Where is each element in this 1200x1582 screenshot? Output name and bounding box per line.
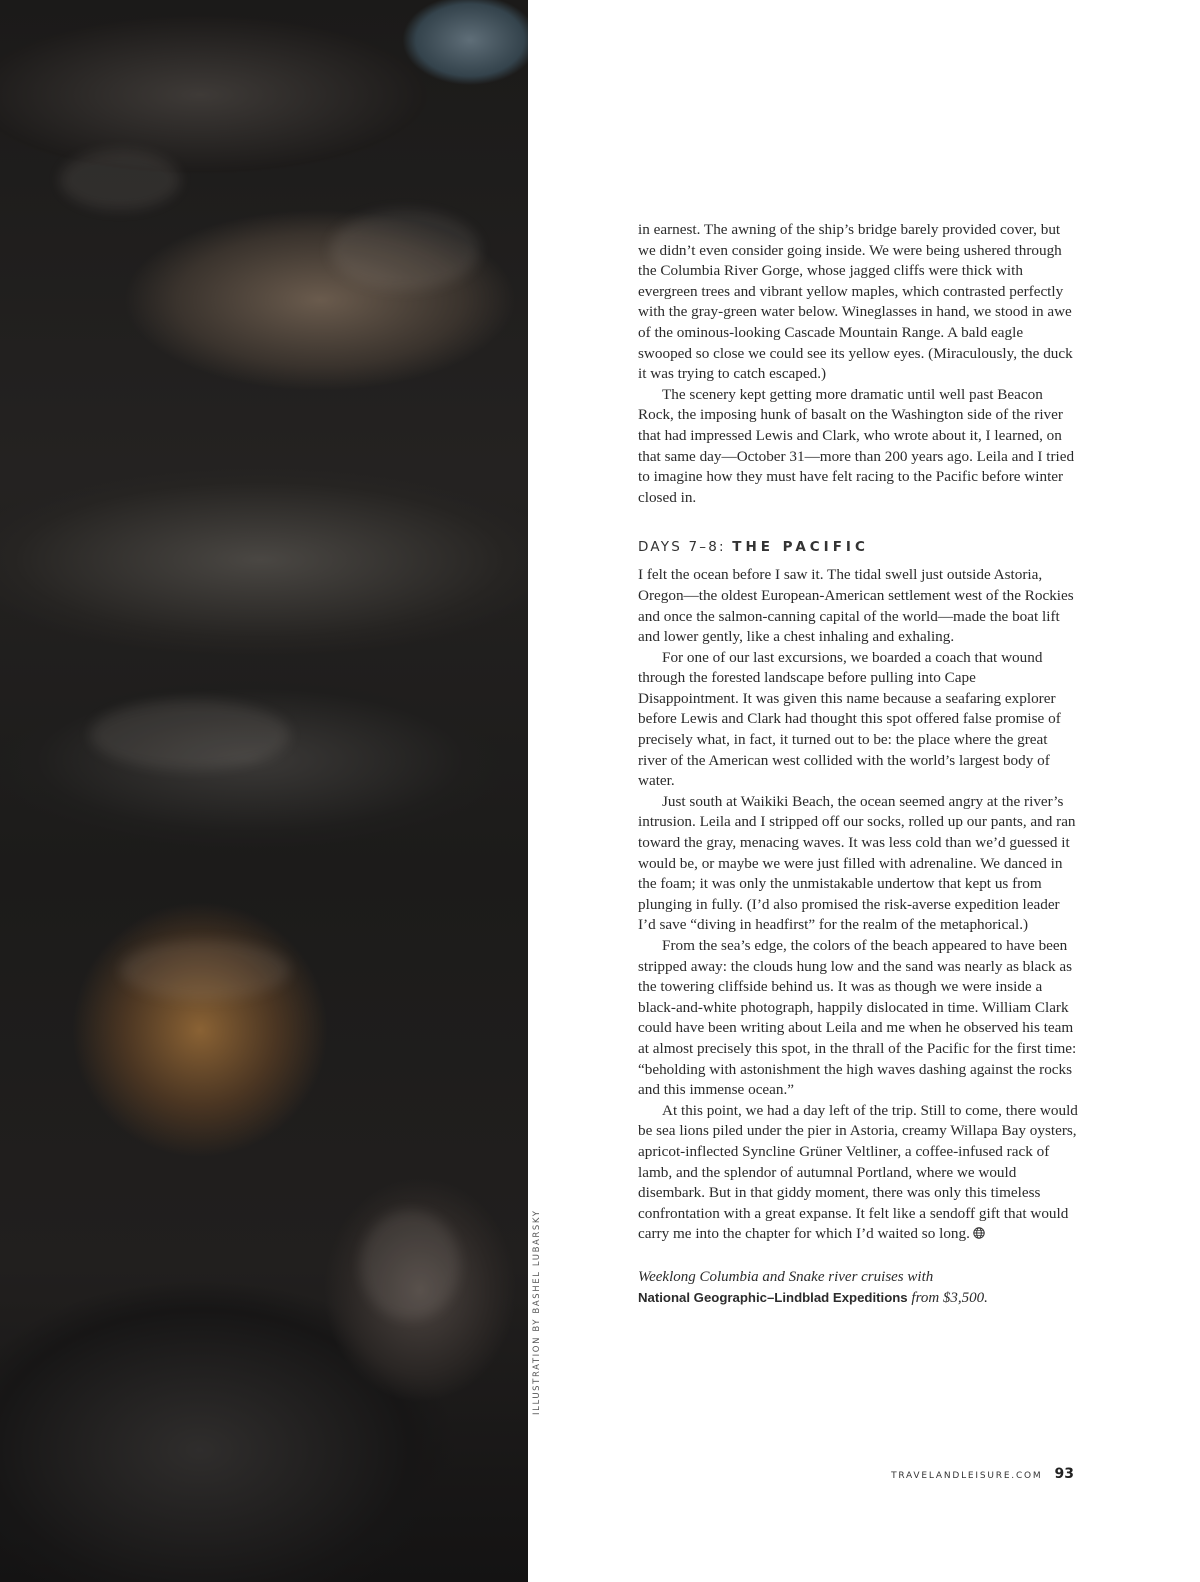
article-paragraph: in earnest. The awning of the ship’s bridge barely provided cover, but we didn’t even consider going inside. We were being ushered through the Columbia River Gorge, whose jagged cliffs were thick with evergreen trees and vibrant yellow maples, which contrasted perfectly with the gray-green water below. Wineglasses in hand, we stood in awe of the ominous-looking Cascade Mountain Range. A bald eagle swooped so close we could see its yellow eyes. (Miraculously, the duck it was trying to catch escaped.)	[638, 221, 1073, 383]
trip-price: from $3,500.	[911, 1289, 988, 1306]
section-days: DAYS 7–8:	[638, 539, 726, 556]
trip-info	[638, 1267, 1078, 1308]
folio	[891, 1466, 1074, 1482]
article-body	[638, 220, 1078, 1308]
globe-icon	[973, 1227, 985, 1239]
page-number: 93	[1054, 1466, 1074, 1482]
sea-lions-photo	[0, 0, 528, 1582]
article-paragraph: Just south at Waikiki Beach, the ocean seemed angry at the river’s intrusion. Leila and I stripped off our socks, rolled up our pants, and ran toward the gray, menacing waves. It was less cold than we’d guessed it would be, or maybe we were just filled with adrenaline. We danced in the foam; it was only the unmistakable undertow that kept us from plunging in fully. (I’d also promised the risk-averse expedition leader I’d save “diving in headfirst” for the realm of the metaphorical.)	[638, 792, 1076, 934]
folio-site: TRAVELANDLEISURE.COM	[891, 1471, 1043, 1481]
section-heading	[638, 537, 1078, 557]
article-last-paragraph	[638, 1101, 1078, 1245]
section-place: THE PACIFIC	[732, 539, 869, 556]
photo-credit-text: ILLUSTRATION BY BASHEL LUBARSKY	[532, 1209, 542, 1415]
trip-operator: National Geographic–Lindblad Expeditions	[638, 1289, 908, 1305]
article-paragraph: The scenery kept getting more dramatic until well past Beacon Rock, the imposing hunk of basalt on the Washington side of the river that had impressed Lewis and Clark, who wrote about it, I learned, on that same day—October 31—more than 200 years ago. Leila and I tried to imagine how they must have felt racing to the Pacific before winter closed in.	[638, 385, 1075, 506]
trip-info-lead: Weeklong Columbia and Snake river cruises with	[638, 1268, 934, 1285]
article-paragraph: From the sea’s edge, the colors of the beach appeared to have been stripped away: the clouds hung low and the sand was nearly as black as the towering cliffside behind us. It was as though we were inside a black-and-white photograph, happily dislocated in time. William Clark could have been writing about Leila and me when he observed his team at almost precisely this spot, in the thrall of the Pacific for the first time: “beholding with astonishment the high waves dashing against the rocks and this immense ocean.”	[638, 937, 1077, 1099]
article-paragraph: I felt the ocean before I saw it. The tidal swell just outside Astoria, Oregon—the oldest European-American settlement west of the Rockies and once the salmon-canning capital of the world—made the boat lift and lower gently, like a chest inhaling and exhaling.	[638, 566, 1074, 646]
article-paragraph: For one of our last excursions, we boarded a coach that wound through the forested landscape before pulling into Cape Disappointment. It was given this name because a seafaring explorer before Lewis and Clark had thought this spot offered false promise of precisely what, in fact, it turned out to be: the place where the great river of the American west collided with the world’s largest body of water.	[638, 648, 1061, 790]
article-paragraph-text: At this point, we had a day left of the trip. Still to come, there would be sea lions piled under the pier in Astoria, creamy Willapa Bay oysters, apricot-inflected Syncline Grüner Veltliner, a coffee-infused rack of lamb, and the splendor of autumnal Portland, where we would disembark. But in that giddy moment, there was only this timeless confrontation with a great expanse. It felt like a sendoff gift that would carry me into the chapter for which I’d waited so long.	[638, 1101, 1078, 1243]
photo-credit	[532, 1209, 546, 1415]
